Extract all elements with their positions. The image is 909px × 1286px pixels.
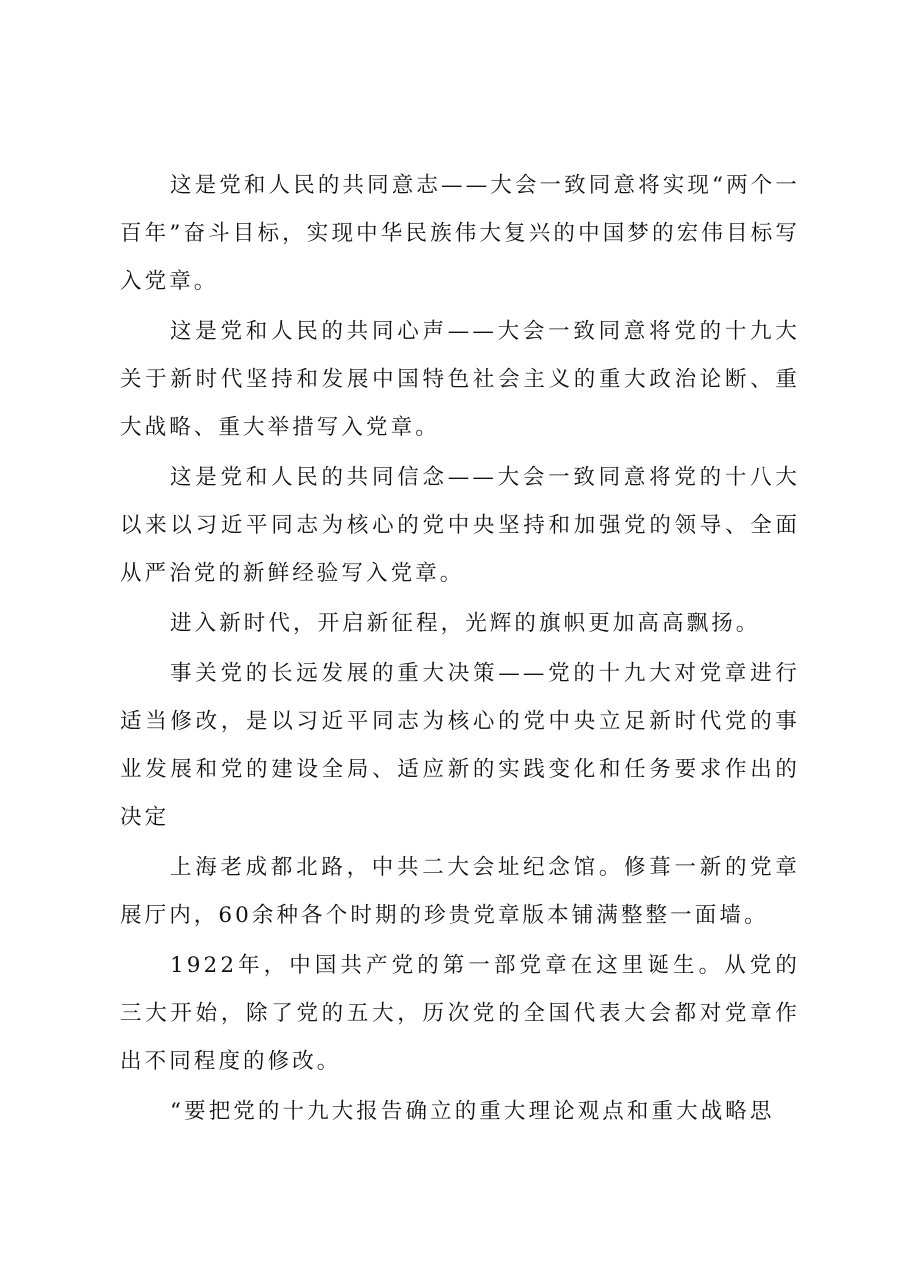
paragraph-common-belief: 这是党和人民的共同信念——大会一致同意将党的十八大以来以习近平同志为核心的党中央坚持和加强党的领导、全面从严治党的新鲜经验写入党章。 [120, 465, 800, 586]
paragraph-major-decision: 事关党的长远发展的重大决策——党的十九大对党章进行适当修改，是以习近平同志为核心的党中央立足新时代党的事业发展和党的建设全局、适应新的实践变化和任务要求作出的决定 [120, 661, 800, 830]
paragraph-first-constitution: 1922年，中国共产党的第一部党章在这里诞生。从党的三大开始，除了党的五大，历次党的全国代表大会都对党章作出不同程度的修改。 [120, 953, 800, 1074]
paragraph-common-voice: 这是党和人民的共同心声——大会一致同意将党的十九大关于新时代坚持和发展中国特色社会主义的重大政治论断、重大战略、重大举措写入党章。 [120, 319, 800, 440]
paragraph-report-quote: “要把党的十九大报告确立的重大理论观点和重大战略思 [170, 1099, 775, 1124]
paragraph-memorial-hall: 上海老成都北路，中共二大会址纪念馆。修葺一新的党章展厅内，60余种各个时期的珍贵党章版本铺满整整一面墙。 [120, 855, 800, 928]
paragraph-new-era: 进入新时代，开启新征程，光辉的旗帜更加高高飘扬。 [170, 611, 761, 636]
paragraph-common-will: 这是党和人民的共同意志——大会一致同意将实现“两个一百年”奋斗目标，实现中华民族伟大复兴的中国梦的宏伟目标写入党章。 [120, 173, 800, 294]
document-body [120, 162, 800, 1138]
